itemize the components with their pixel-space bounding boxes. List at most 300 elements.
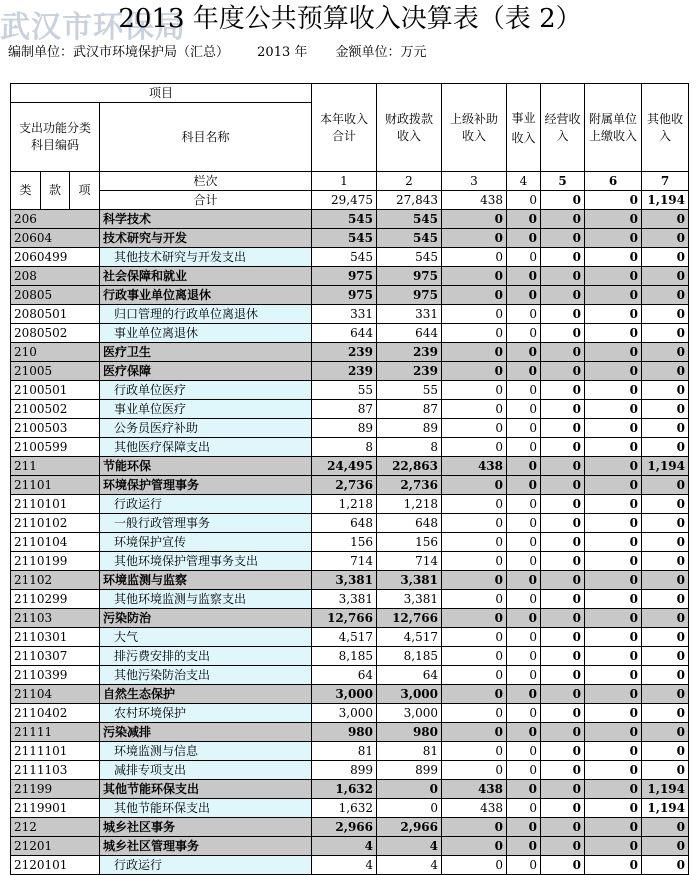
- header-item: 项目: [11, 84, 312, 103]
- row-code: 2110101: [11, 495, 100, 514]
- row-subject-name: 环境监测与监察: [100, 571, 312, 590]
- row-value: 0: [541, 856, 585, 875]
- row-value: 0: [541, 590, 585, 609]
- row-value: 0: [442, 704, 507, 723]
- row-value: 0: [541, 780, 585, 799]
- row-value: 55: [312, 381, 377, 400]
- table-row: [11, 571, 689, 590]
- col-num: 2: [377, 172, 442, 191]
- table-row: [11, 552, 689, 571]
- table-row: [11, 590, 689, 609]
- watermark: 武汉市环保局: [0, 10, 186, 45]
- row-value: 0: [442, 229, 507, 248]
- row-subject-name: 其他医疗保障支出: [100, 438, 312, 457]
- row-value: 89: [377, 419, 442, 438]
- row-value: 87: [312, 400, 377, 419]
- row-value: 0: [642, 286, 689, 305]
- row-value: 1,218: [377, 495, 442, 514]
- row-value: 0: [442, 476, 507, 495]
- row-value: 899: [377, 761, 442, 780]
- row-code: 2110399: [11, 666, 100, 685]
- table-row: [11, 438, 689, 457]
- row-value: 0: [585, 666, 642, 685]
- row-value: 545: [377, 229, 442, 248]
- row-value: 0: [585, 837, 642, 856]
- row-value: 3,381: [312, 590, 377, 609]
- table-row: [11, 685, 689, 704]
- row-value: 0: [642, 590, 689, 609]
- row-subject-name: 行政事业单位离退休: [100, 286, 312, 305]
- row-value: 438: [442, 799, 507, 818]
- row-value: 980: [377, 723, 442, 742]
- row-value: 0: [442, 609, 507, 628]
- row-value: 0: [507, 343, 541, 362]
- table-row: [11, 495, 689, 514]
- row-value: 0: [442, 552, 507, 571]
- row-value: 0: [507, 571, 541, 590]
- row-value: 0: [541, 685, 585, 704]
- row-value: 0: [377, 780, 442, 799]
- row-value: 0: [642, 438, 689, 457]
- row-subject-name: 公务员医疗补助: [100, 419, 312, 438]
- row-value: 438: [442, 457, 507, 476]
- row-value: 0: [507, 780, 541, 799]
- table-row: [11, 476, 689, 495]
- total-value: 0: [585, 191, 642, 210]
- table-row: [11, 723, 689, 742]
- header-lanci: 栏次: [100, 172, 312, 191]
- table-row: [11, 286, 689, 305]
- header-col-affiliated: 附属单位上缴收入: [585, 84, 642, 172]
- row-code: 206: [11, 210, 100, 229]
- table-row: [11, 761, 689, 780]
- row-value: 0: [541, 761, 585, 780]
- row-value: 438: [442, 780, 507, 799]
- row-value: 0: [507, 552, 541, 571]
- row-code: 2110307: [11, 647, 100, 666]
- row-value: 239: [312, 343, 377, 362]
- row-subject-name: 事业单位离退休: [100, 324, 312, 343]
- row-value: 0: [585, 400, 642, 419]
- row-value: 0: [585, 761, 642, 780]
- row-value: 0: [442, 362, 507, 381]
- row-value: 22,863: [377, 457, 442, 476]
- row-value: 0: [541, 343, 585, 362]
- row-subject-name: 技术研究与开发: [100, 229, 312, 248]
- row-subject-name: 环境监测与信息: [100, 742, 312, 761]
- row-code: 2111101: [11, 742, 100, 761]
- row-value: 0: [507, 457, 541, 476]
- total-label: 合计: [100, 191, 312, 210]
- row-value: 0: [507, 229, 541, 248]
- row-value: 0: [507, 628, 541, 647]
- row-code: 21201: [11, 837, 100, 856]
- row-value: 545: [377, 210, 442, 229]
- row-value: 0: [541, 267, 585, 286]
- row-value: 156: [377, 533, 442, 552]
- row-code: 2110301: [11, 628, 100, 647]
- col-num: 6: [585, 172, 642, 191]
- row-value: 4: [312, 837, 377, 856]
- row-value: 0: [442, 286, 507, 305]
- row-value: 0: [507, 799, 541, 818]
- row-value: 2,966: [377, 818, 442, 837]
- row-value: 975: [312, 286, 377, 305]
- row-value: 0: [541, 400, 585, 419]
- total-value: 0: [507, 191, 541, 210]
- row-code: 21101: [11, 476, 100, 495]
- row-value: 0: [507, 267, 541, 286]
- row-value: 0: [585, 248, 642, 267]
- row-value: 0: [642, 210, 689, 229]
- row-value: 0: [585, 324, 642, 343]
- table-row: [11, 533, 689, 552]
- total-value: 438: [442, 191, 507, 210]
- row-value: 0: [541, 723, 585, 742]
- row-value: 0: [585, 362, 642, 381]
- row-value: 4,517: [377, 628, 442, 647]
- row-value: 0: [541, 248, 585, 267]
- row-code: 21103: [11, 609, 100, 628]
- row-value: 3,000: [312, 685, 377, 704]
- col-num: 7: [642, 172, 689, 191]
- row-code: 2111103: [11, 761, 100, 780]
- row-value: 975: [377, 267, 442, 286]
- row-subject-name: 其他节能环保支出: [100, 799, 312, 818]
- row-value: 975: [312, 267, 377, 286]
- row-value: 0: [585, 267, 642, 286]
- row-value: 0: [507, 400, 541, 419]
- table-row: [11, 305, 689, 324]
- row-code: 2110199: [11, 552, 100, 571]
- table-row: [11, 780, 689, 799]
- header-col-total: 本年收入合计: [312, 84, 377, 172]
- row-value: 1,194: [642, 780, 689, 799]
- row-value: 0: [585, 742, 642, 761]
- table-row: [11, 324, 689, 343]
- header-xiang: 项: [70, 172, 100, 210]
- row-value: 12,766: [312, 609, 377, 628]
- row-value: 3,000: [377, 704, 442, 723]
- row-value: 0: [442, 723, 507, 742]
- row-value: 0: [642, 514, 689, 533]
- row-value: 0: [642, 628, 689, 647]
- row-value: 0: [642, 229, 689, 248]
- row-value: 64: [312, 666, 377, 685]
- row-value: 0: [507, 210, 541, 229]
- row-value: 0: [507, 685, 541, 704]
- row-value: 3,000: [312, 704, 377, 723]
- row-value: 980: [312, 723, 377, 742]
- row-code: 208: [11, 267, 100, 286]
- row-value: 331: [312, 305, 377, 324]
- row-value: 0: [642, 609, 689, 628]
- row-subject-name: 城乡社区管理事务: [100, 837, 312, 856]
- row-value: 0: [541, 210, 585, 229]
- header-row-1: [11, 84, 689, 103]
- header-col-upper: 上级补助收入: [442, 84, 507, 172]
- row-value: 0: [442, 818, 507, 837]
- row-value: 0: [442, 761, 507, 780]
- row-value: 0: [507, 609, 541, 628]
- row-value: 4: [312, 856, 377, 875]
- row-value: 0: [585, 799, 642, 818]
- row-value: 1,632: [312, 799, 377, 818]
- row-value: 0: [642, 571, 689, 590]
- table-row: [11, 210, 689, 229]
- row-code: 21111: [11, 723, 100, 742]
- row-value: 89: [312, 419, 377, 438]
- row-value: 0: [541, 324, 585, 343]
- budget-table: [10, 83, 689, 875]
- row-value: 0: [541, 704, 585, 723]
- row-value: 0: [642, 248, 689, 267]
- row-value: 0: [442, 438, 507, 457]
- table-row: [11, 609, 689, 628]
- row-value: 0: [585, 552, 642, 571]
- row-value: 0: [642, 761, 689, 780]
- row-subject-name: 其他污染防治支出: [100, 666, 312, 685]
- col-num: 3: [442, 172, 507, 191]
- row-value: 0: [541, 381, 585, 400]
- row-value: 0: [541, 229, 585, 248]
- row-value: 239: [377, 343, 442, 362]
- row-value: 0: [585, 571, 642, 590]
- row-value: 0: [642, 837, 689, 856]
- row-value: 81: [377, 742, 442, 761]
- row-value: 0: [541, 609, 585, 628]
- row-value: 0: [585, 647, 642, 666]
- row-value: 0: [541, 799, 585, 818]
- row-code: 2100599: [11, 438, 100, 457]
- row-value: 0: [541, 514, 585, 533]
- row-value: 0: [507, 514, 541, 533]
- row-value: 0: [507, 837, 541, 856]
- row-code: 2110102: [11, 514, 100, 533]
- col-num: 5: [541, 172, 585, 191]
- row-code: 212: [11, 818, 100, 837]
- row-value: 0: [442, 647, 507, 666]
- row-value: 0: [585, 590, 642, 609]
- row-value: 545: [312, 229, 377, 248]
- row-subject-name: 行政单位医疗: [100, 381, 312, 400]
- row-value: 0: [442, 343, 507, 362]
- row-value: 8,185: [312, 647, 377, 666]
- row-subject-name: 排污费安排的支出: [100, 647, 312, 666]
- row-value: 0: [585, 476, 642, 495]
- row-value: 0: [507, 305, 541, 324]
- row-value: 0: [642, 495, 689, 514]
- total-row: [11, 191, 689, 210]
- row-value: 545: [377, 248, 442, 267]
- row-value: 899: [312, 761, 377, 780]
- row-subject-name: 其他技术研究与开发支出: [100, 248, 312, 267]
- table-row: [11, 229, 689, 248]
- row-value: 0: [541, 666, 585, 685]
- row-subject-name: 医疗保障: [100, 362, 312, 381]
- row-value: 0: [442, 248, 507, 267]
- table-row: [11, 343, 689, 362]
- row-subject-name: 一般行政管理事务: [100, 514, 312, 533]
- row-value: 0: [642, 305, 689, 324]
- row-code: 2110402: [11, 704, 100, 723]
- row-value: 0: [642, 742, 689, 761]
- table-row: [11, 799, 689, 818]
- amount-unit: 金额单位：万元: [335, 45, 427, 60]
- total-value: 1,194: [642, 191, 689, 210]
- row-code: 2100503: [11, 419, 100, 438]
- row-value: 8: [377, 438, 442, 457]
- row-value: 0: [585, 343, 642, 362]
- row-subject-name: 其他环境保护管理事务支出: [100, 552, 312, 571]
- row-value: 0: [642, 343, 689, 362]
- row-subject-name: 自然生态保护: [100, 685, 312, 704]
- row-subject-name: 归口管理的行政单位离退休: [100, 305, 312, 324]
- row-value: 0: [541, 305, 585, 324]
- row-value: 0: [507, 533, 541, 552]
- table-body: [11, 210, 689, 875]
- row-value: 4: [377, 837, 442, 856]
- row-code: 211: [11, 457, 100, 476]
- row-value: 0: [377, 799, 442, 818]
- table-row: [11, 704, 689, 723]
- row-value: 239: [312, 362, 377, 381]
- row-value: 0: [541, 628, 585, 647]
- row-value: 545: [312, 248, 377, 267]
- row-code: 210: [11, 343, 100, 362]
- row-value: 0: [507, 723, 541, 742]
- col-num: 4: [507, 172, 541, 191]
- compiling-unit: 编制单位：武汉市环境保护局（汇总）: [8, 45, 230, 60]
- row-value: 0: [585, 381, 642, 400]
- row-value: 0: [585, 685, 642, 704]
- col-num: 1: [312, 172, 377, 191]
- row-code: 2119901: [11, 799, 100, 818]
- row-value: 545: [312, 210, 377, 229]
- row-value: 0: [442, 210, 507, 229]
- row-code: 2080501: [11, 305, 100, 324]
- row-value: 0: [507, 324, 541, 343]
- row-value: 0: [442, 856, 507, 875]
- row-value: 0: [642, 476, 689, 495]
- row-value: 0: [541, 552, 585, 571]
- row-value: 0: [642, 685, 689, 704]
- row-value: 0: [442, 666, 507, 685]
- row-code: 2060499: [11, 248, 100, 267]
- table-row: [11, 514, 689, 533]
- header-col-business: 事业收入: [507, 84, 541, 172]
- row-value: 1,632: [312, 780, 377, 799]
- row-value: 0: [642, 400, 689, 419]
- row-value: 0: [585, 514, 642, 533]
- row-value: 648: [312, 514, 377, 533]
- row-value: 0: [507, 476, 541, 495]
- row-value: 55: [377, 381, 442, 400]
- row-value: 0: [585, 780, 642, 799]
- row-value: 87: [377, 400, 442, 419]
- subtitle: [8, 41, 451, 60]
- row-code: 2080502: [11, 324, 100, 343]
- row-value: 4,517: [312, 628, 377, 647]
- row-value: 0: [585, 704, 642, 723]
- row-value: 0: [642, 419, 689, 438]
- row-value: 0: [507, 742, 541, 761]
- row-value: 0: [507, 438, 541, 457]
- table-row: [11, 419, 689, 438]
- table-row: [11, 856, 689, 875]
- total-value: 27,843: [377, 191, 442, 210]
- row-subject-name: 城乡社区事务: [100, 818, 312, 837]
- row-value: 0: [541, 362, 585, 381]
- row-value: 2,736: [312, 476, 377, 495]
- row-value: 3,381: [377, 571, 442, 590]
- header-col-other: 其他收入: [642, 84, 689, 172]
- row-value: 0: [642, 723, 689, 742]
- row-value: 0: [541, 495, 585, 514]
- row-value: 331: [377, 305, 442, 324]
- row-value: 0: [541, 286, 585, 305]
- row-code: 2110104: [11, 533, 100, 552]
- row-value: 0: [507, 495, 541, 514]
- row-value: 0: [507, 818, 541, 837]
- row-value: 1,194: [642, 799, 689, 818]
- row-value: 1,218: [312, 495, 377, 514]
- table-row: [11, 381, 689, 400]
- table-row: [11, 628, 689, 647]
- row-value: 644: [312, 324, 377, 343]
- row-value: 0: [585, 438, 642, 457]
- row-value: 0: [442, 400, 507, 419]
- row-value: 0: [442, 381, 507, 400]
- header-lei: 类: [11, 172, 41, 210]
- row-value: 0: [585, 609, 642, 628]
- row-value: 8: [312, 438, 377, 457]
- table-row: [11, 647, 689, 666]
- row-value: 0: [442, 685, 507, 704]
- row-subject-name: 事业单位医疗: [100, 400, 312, 419]
- table-row: [11, 400, 689, 419]
- header-row-lanci: [11, 172, 689, 191]
- table-row: [11, 362, 689, 381]
- row-value: 64: [377, 666, 442, 685]
- row-value: 12,766: [377, 609, 442, 628]
- row-code: 21104: [11, 685, 100, 704]
- row-value: 0: [585, 818, 642, 837]
- row-value: 0: [585, 419, 642, 438]
- row-value: 0: [507, 856, 541, 875]
- row-code: 2110299: [11, 590, 100, 609]
- row-code: 20604: [11, 229, 100, 248]
- row-value: 0: [585, 305, 642, 324]
- row-subject-name: 行政运行: [100, 856, 312, 875]
- row-value: 714: [312, 552, 377, 571]
- row-value: 0: [585, 286, 642, 305]
- row-value: 0: [442, 267, 507, 286]
- row-value: 0: [642, 267, 689, 286]
- table-row: [11, 666, 689, 685]
- table-row: [11, 818, 689, 837]
- row-value: 975: [377, 286, 442, 305]
- row-value: 0: [541, 438, 585, 457]
- row-code: 21102: [11, 571, 100, 590]
- row-value: 3,381: [377, 590, 442, 609]
- row-value: 0: [442, 419, 507, 438]
- row-value: 0: [585, 628, 642, 647]
- report-year: 2013 年: [257, 45, 308, 60]
- row-value: 24,495: [312, 457, 377, 476]
- row-value: 3,381: [312, 571, 377, 590]
- row-value: 1,194: [642, 457, 689, 476]
